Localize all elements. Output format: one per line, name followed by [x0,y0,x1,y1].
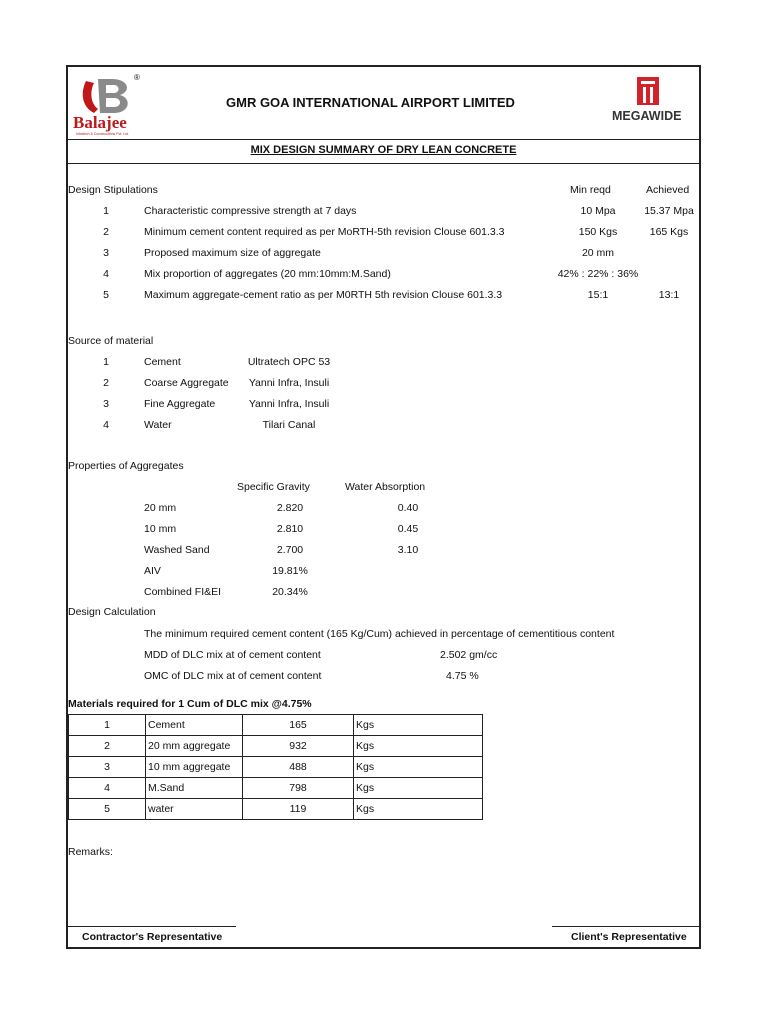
balajee-tagline: Infratech & Constructions Pvt. Ltd. [76,132,130,136]
company-name: GMR GOA INTERNATIONAL AIRPORT LIMITED [226,95,515,110]
source-value: Yanni Infra, Insuli [248,377,330,389]
material-qty: 488 [243,757,354,778]
source-item: Fine Aggregate [144,398,216,410]
col-min-reqd: Min reqd [570,184,611,196]
specific-gravity-value: 2.810 [276,523,304,535]
megawide-logo [608,75,694,133]
material-name: water [146,799,243,820]
stipulation-min: 15:1 [587,289,609,301]
material-unit: Kgs [354,736,483,757]
stipulation-desc: Proposed maximum size of aggregate [144,247,321,259]
mdd-label: MDD of DLC mix at of cement content [144,649,321,661]
stipulation-min: 150 Kgs [578,226,618,238]
omc-label: OMC of DLC mix at of cement content [144,670,322,682]
material-no: 1 [69,715,146,736]
materials-row [69,778,483,799]
stipulation-achieved: 165 Kgs [649,226,689,238]
material-no: 5 [69,799,146,820]
client-signature-line [552,926,699,927]
specific-gravity-value: 20.34% [272,586,308,598]
aggregate-name: Washed Sand [144,544,210,556]
material-name: Cement [146,715,243,736]
materials-row [69,757,483,778]
source-value: Tilari Canal [262,419,316,431]
stipulation-min: 20 mm [581,247,615,259]
source-item: Water [144,419,172,431]
contractor-representative: Contractor's Representative [82,931,223,943]
source-item: Coarse Aggregate [144,377,229,389]
doc-title: MIX DESIGN SUMMARY OF DRY LEAN CONCRETE [250,144,517,156]
col-water-absorption: Water Absorption [345,481,426,493]
material-name: 10 mm aggregate [146,757,243,778]
stipulation-desc: Characteristic compressive strength at 7 days [144,205,357,217]
aggregate-name: AIV [144,565,161,577]
material-no: 3 [69,757,146,778]
col-specific-gravity: Specific Gravity [237,481,310,493]
balajee-logo [72,71,156,135]
material-qty: 798 [243,778,354,799]
specific-gravity-value: 19.81% [272,565,308,577]
stipulations-heading: Design Stipulations [68,184,158,196]
megawide-logo-text: MEGAWIDE [612,109,682,123]
aggregate-name: 10 mm [144,523,177,535]
material-qty: 932 [243,736,354,757]
source-value: Yanni Infra, Insuli [248,398,330,410]
material-unit: Kgs [354,799,483,820]
materials-table [68,714,483,820]
stipulation-no: 1 [103,205,109,217]
source-no: 4 [103,419,109,431]
stipulation-achieved: 13:1 [658,289,680,301]
contractor-signature-line [68,926,236,927]
materials-row [69,799,483,820]
water-absorption-value: 0.45 [397,523,419,535]
doc-title-row [68,139,699,164]
materials-row [69,736,483,757]
registered-mark: ® [134,73,140,82]
calculation-line: The minimum required cement content (165 Kg/Cum) achieved in percentage of cementitious content [144,628,615,640]
stipulation-desc: Maximum aggregate-cement ratio as per M0RTH 5th revision Clouse 601.3.3 [144,289,503,301]
aggregate-name: 20 mm [144,502,177,514]
material-qty: 119 [243,799,354,820]
stipulation-no: 5 [103,289,109,301]
material-qty: 165 [243,715,354,736]
calculation-heading: Design Calculation [68,606,156,618]
source-heading: Source of material [68,335,154,347]
specific-gravity-value: 2.820 [276,502,304,514]
properties-heading: Properties of Aggregates [68,460,184,472]
stipulation-desc: Minimum cement content required as per MoRTH-5th revision Clouse 601.3.3 [144,226,505,238]
source-item: Cement [144,356,181,368]
header [68,67,699,140]
stipulation-desc: Mix proportion of aggregates (20 mm:10mm:M.Sand) [144,268,391,280]
aggregate-name: Combined FI&EI [144,586,222,598]
document-sheet [66,65,701,949]
material-no: 2 [69,736,146,757]
materials-row [69,715,483,736]
source-no: 3 [103,398,109,410]
stipulation-no: 4 [103,268,109,280]
remarks-label: Remarks: [68,846,113,858]
stipulation-achieved: 15.37 Mpa [644,205,694,217]
material-unit: Kgs [354,778,483,799]
stipulation-no: 2 [103,226,109,238]
material-unit: Kgs [354,715,483,736]
water-absorption-value: 3.10 [397,544,419,556]
source-no: 2 [103,377,109,389]
mdd-value: 2.502 gm/cc [440,649,498,661]
material-name: 20 mm aggregate [146,736,243,757]
materials-heading: Materials required for 1 Cum of DLC mix @4.75% [68,698,312,710]
stipulation-min: 10 Mpa [580,205,616,217]
source-value: Ultratech OPC 53 [247,356,331,368]
megawide-logo-mark-icon [634,77,664,105]
stipulation-no: 3 [103,247,109,259]
col-achieved: Achieved [646,184,690,196]
stipulation-min: 42% : 22% : 36% [557,268,639,280]
material-no: 4 [69,778,146,799]
client-representative: Client's Representative [571,931,687,943]
material-unit: Kgs [354,757,483,778]
material-name: M.Sand [146,778,243,799]
water-absorption-value: 0.40 [397,502,419,514]
specific-gravity-value: 2.700 [276,544,304,556]
omc-value: 4.75 % [446,670,479,682]
source-no: 1 [103,356,109,368]
balajee-logo-text: Balajee [73,113,127,132]
